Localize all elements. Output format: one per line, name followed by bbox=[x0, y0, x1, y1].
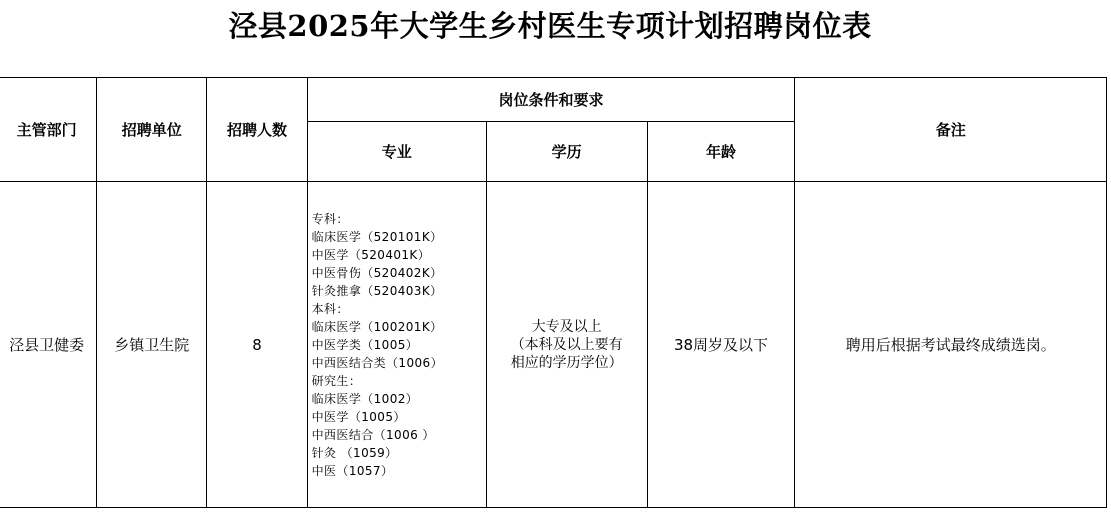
majors-list bbox=[308, 210, 486, 480]
header-major: 专业 bbox=[307, 122, 486, 182]
education-note-line2: 相应的学历学位） bbox=[510, 354, 623, 371]
major-item: 中西医结合（1006 ） bbox=[311, 427, 435, 442]
header-age: 年龄 bbox=[647, 122, 795, 182]
header-dept: 主管部门 bbox=[0, 78, 97, 182]
major-item: 中医骨伤（520402K） bbox=[311, 265, 443, 280]
major-item: 临床医学（100201K） bbox=[311, 319, 443, 334]
cell-majors bbox=[307, 182, 486, 508]
header-unit: 招聘单位 bbox=[97, 78, 207, 182]
recruitment-table bbox=[0, 77, 1107, 508]
education-note-line1: （本科及以上要有 bbox=[510, 336, 623, 353]
cell-education bbox=[486, 182, 647, 508]
major-item: 专科： bbox=[311, 211, 349, 226]
major-item: 本科： bbox=[311, 301, 349, 316]
major-item: 针灸 （1059） bbox=[311, 445, 398, 460]
major-item: 中医学类（1005） bbox=[311, 337, 419, 352]
major-item: 中西医结合类（1006） bbox=[311, 355, 443, 370]
major-item: 中医学（1005） bbox=[311, 409, 406, 424]
cell-age: 38周岁及以下 bbox=[647, 182, 795, 508]
header-education: 学历 bbox=[486, 122, 647, 182]
major-item: 中医（1057） bbox=[311, 463, 394, 478]
major-item: 针灸推拿（520403K） bbox=[311, 283, 443, 298]
cell-remarks: 聘用后根据考试最终成绩选岗。 bbox=[795, 182, 1107, 508]
major-item: 中医学（520401K） bbox=[311, 247, 431, 262]
major-item: 临床医学（1002） bbox=[311, 391, 419, 406]
header-count: 招聘人数 bbox=[207, 78, 307, 182]
cell-dept: 泾县卫健委 bbox=[0, 182, 97, 508]
major-item: 研究生： bbox=[311, 373, 362, 388]
education-main: 大专及以上 bbox=[531, 318, 602, 335]
major-item: 临床医学（520101K） bbox=[311, 229, 443, 244]
cell-count: 8 bbox=[207, 182, 307, 508]
cell-unit: 乡镇卫生院 bbox=[97, 182, 207, 508]
page-title: 泾县2025年大学生乡村医生专项计划招聘岗位表 bbox=[228, 9, 872, 43]
header-remarks: 备注 bbox=[795, 78, 1107, 182]
header-conditions: 岗位条件和要求 bbox=[307, 78, 795, 122]
